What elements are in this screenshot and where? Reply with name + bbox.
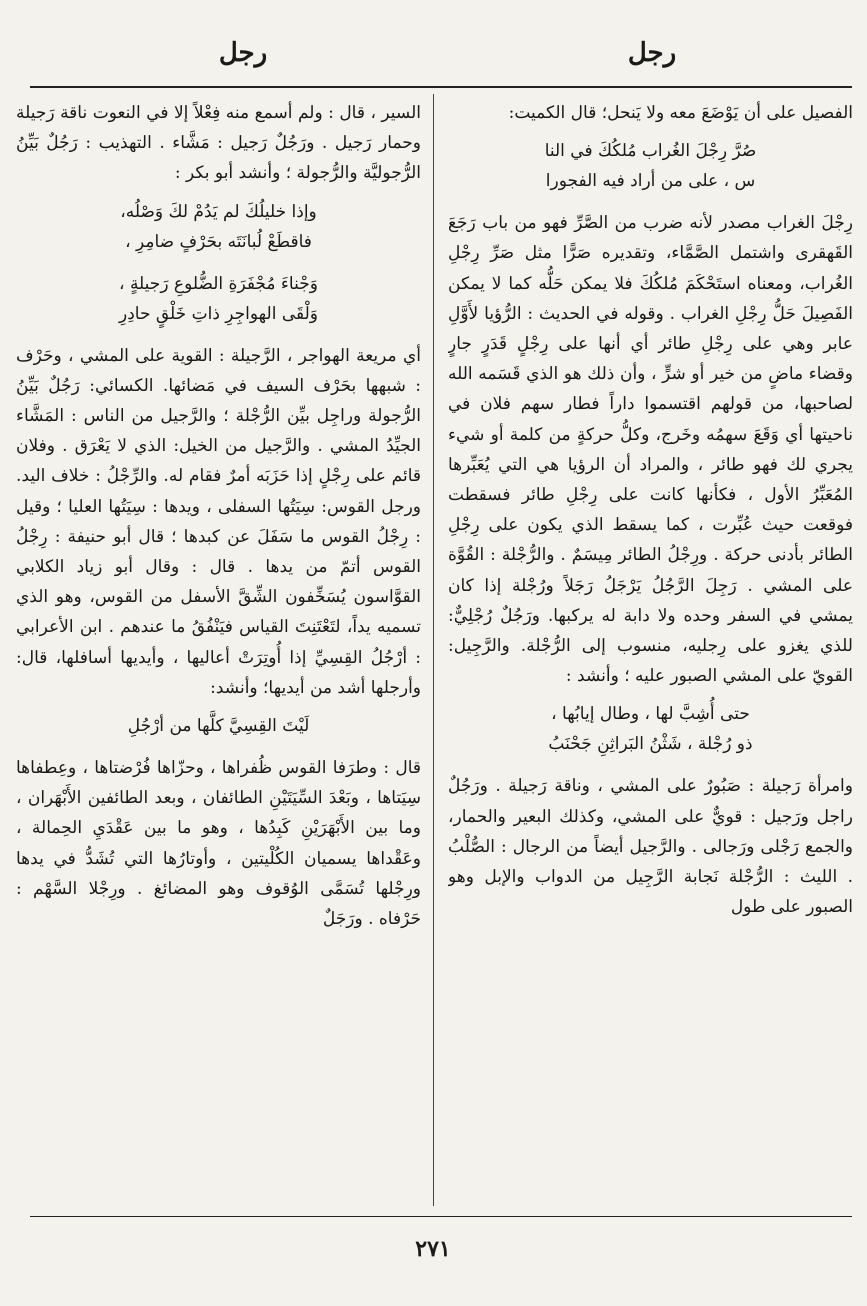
right-verse-1 <box>448 136 853 196</box>
verse-line: صُرَّ رِجْلَ الغُراب مُلكُكَ في النا <box>544 141 757 162</box>
verse-line: حتى أُشِبَّ لها ، وطال إيابُها ، <box>551 704 750 725</box>
verse-line: س ، على من أراد فيه الفجورا <box>545 171 756 192</box>
left-paragraph-1: السير ، قال : ولم أسمع منه فِعْلاً إلا في النعوت ناقة رَجيلة وحمار رَجيل . ورَجُلٌ رَجيل : مَشَّاء . التهذيب : رَجُلٌ بَيِّنُ الرُّجوليَّة والرُّجولة ؛ وأنشد أبو بكر : <box>16 103 421 184</box>
left-paragraph-3: قال : وطرَفا القوس ظُفراها ، وحزّاها فُرْضتاها ، وعِطفاها سِيَتاها ، وبَعْدَ السِّيَتَيْنِ الطائفان ، وبعد الطائفين الأَبْهَران ، وما بين الأَبْهَرَيْنِ كَبِدُها ، وهو ما بين عَقْدَيِ الحِمالة ، وعَقْداها يسميان الكُلْيتين ، وأوتارُها التي تُشَدُّ في يدها ورِجْلها تُسَمَّى الوُقوف وهو المضائغ . ورِجْلا السَّهْم : حَرْفاه . ورَجَلٌ <box>16 758 421 930</box>
right-paragraph-3: وامرأة رَجيلة : صَبُورٌ على المشي ، وناقة رَجيلة . ورَجُلٌ راجل ورَجيل : قويٌّ على المشي، وكذلك البعير والحمار، والجمع رَجْلى ورَجالى . والرَّجيل أيضاً من الرجال : الصُّلْبُ . الليث : الرُّجْلة نَجابة الرَّجِيل من الدواب والإبل وهو الصبور على طول <box>448 776 853 918</box>
left-verse-2 <box>16 269 421 329</box>
verse-line: فاقطَعْ لُبانَتَه بحَرْفٍ ضامِرِ ، <box>125 231 312 252</box>
right-column <box>448 98 853 1210</box>
right-paragraph-2: رِجْلَ الغراب مصدر لأنه ضرب من الصَّرِّ فهو من باب رَجَعَ القَهقرى واشتمل الصَّمَّاء، وتقديره صَرًّا مثل صَرِّ رِجْلِ الغُراب، ومعناه استَحْكَمَ مُلكُكَ فلا يمكن حَلُّه كما لا يمكن الفَصِيلَ حَلُّ رِجْلِ الغراب . وقوله في الحديث : الرُّؤيا لأَوَّلِ عابر وهي على رِجْلِ طائر أي أنها على رِجْلٍ قَدَرٍ جارٍ وقضاء ماضٍ من خير أو شرٍّ ، وأن ذلك هو الذي قَسَمه الله لصاحبها، من قولهم اقتسموا داراً فطار سهم فلان في ناحيتها أي وَقَعَ سهمُه وخَرج، وكلُّ حركةٍ من كلمة أو شيء يجري لك فهو طائر ، والمراد أن الرؤيا هي التي يُعَبِّرها المُعَبِّرُ الأول ، فكأنها كانت على رِجْلِ طائر فسقطت فوقعت حيث عُبِّرت ، كما يسقط الذي يكون على رِجْلِ الطائر بأدنى حركة . ورِجْلُ الطائر مِيسَمٌ . والرُّجْلة : القُوَّة على المشي . رَجِلَ الرَّجُلُ يَرْجَلُ رَجَلاً ورُجْلة إذا كان يمشي في السفر وحده ولا دابة له يركبها. ورَجُلٌ رُجْلِيٌّ: للذي يغزو على رِجليه، منسوب إلى الرُّجْلة. والرَّجِيل: القويّ على المشي الصبور عليه ؛ وأنشد : <box>448 213 853 687</box>
verse-line: ذو رُجْلة ، شَثْنُ البَراثِنِ جَحْنَبُ <box>548 734 753 755</box>
verse-line: لَيْتَ القِسِيَّ كلَّها من أرْجُلِ <box>127 716 310 737</box>
page-number: ٢٧١ <box>415 1236 451 1262</box>
right-paragraph-1: الفصيل على أن يَوْضَعَ معه ولا يَنحل؛ قال الكميت: <box>508 103 853 123</box>
top-rule <box>30 86 852 88</box>
right-verse-2 <box>448 699 853 759</box>
verse-line: وإذا خليلُكَ لم يَدُمْ لكَ وَصْلُه، <box>120 201 317 222</box>
left-verse-3 <box>16 711 421 741</box>
left-column <box>16 98 421 1210</box>
bottom-rule <box>30 1216 852 1217</box>
column-divider <box>433 94 434 1206</box>
running-header-left: رجل <box>218 38 268 68</box>
verse-line: وَجْناءَ مُجْفَرَةِ الضُّلوعِ رَجيلةٍ ، <box>119 273 318 294</box>
left-paragraph-2: أي مريعة الهواجر ، الرَّجيلة : القوية على المشي ، وحَرْف : شبهها بحَرْف السيف في مَضائها. الكسائي: رَجُلٌ بَيِّنُ الرُّجولة وراجِل بيِّن الرُّجْلة ؛ والرَّجيل من الناس : المَشَّاء الجيِّدُ المشي . والرَّجيل من الخيل: الذي لا يَعْرَق . وفلان قائم على رِجْلٍ إذا حَزَبَه أمرٌ فقام له. والرِّجْلُ : خلاف اليد. ورجل القوس: سِيَتُها السفلى ، ويدها : سِيَتُها العليا ؛ وقيل : رِجْلُ القوس ما سَفَلَ عن كبدها ؛ قال أبو حنيفة : رِجْلُ القوس أتمّ من يدها . قال : وقال أبو زياد الكلابي القوَّاسون يُسَخِّفون الشِّقَّ الأسفل من القوس، وهو الذي تسميه يداً، لتَعْتَنِتَ القياس فيَنْفُقُ ما عندهم . ابن الأعرابي : أرْجُلُ القِسِيِّ إذا أُوتِرَتْ أعاليها ، وأيديها أسافلها، قال: وأرجلها أشد من أيديها؛ وأنشد: <box>16 345 421 698</box>
verse-line: وَلْقَى الهواجِرِ ذاتِ خَلْقٍ حادِرِ <box>119 303 318 324</box>
left-verse-1 <box>16 197 421 257</box>
running-header-right: رجل <box>627 38 677 68</box>
